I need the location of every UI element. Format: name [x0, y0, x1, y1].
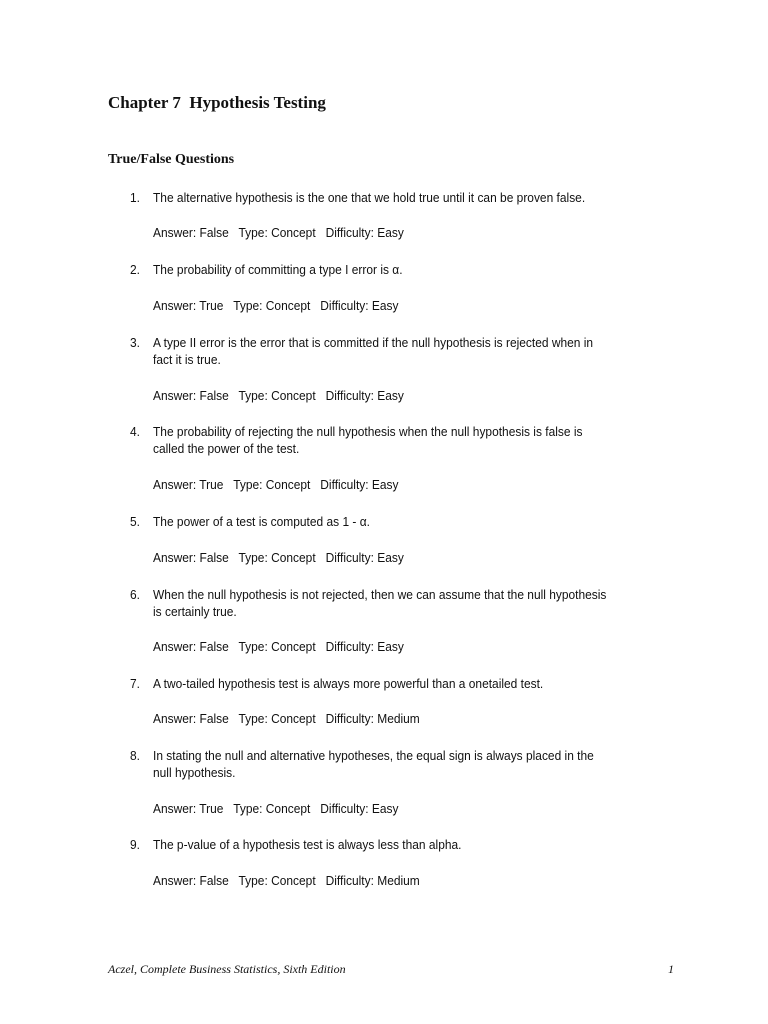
question-text-continued: called the power of the test. — [153, 441, 300, 456]
answer-line: Answer: True Type: Concept Difficulty: Easy — [153, 298, 399, 313]
answer-line: Answer: False Type: Concept Difficulty: Medium — [153, 711, 420, 726]
footer-source: Aczel, Complete Business Statistics, Sixth Edition — [108, 962, 346, 976]
question-number: 9. — [130, 837, 140, 852]
question-text: The probability of rejecting the null hypothesis when the null hypothesis is false is — [153, 424, 583, 439]
question-number: 5. — [130, 514, 140, 529]
question-number: 6. — [130, 587, 140, 602]
question-number: 4. — [130, 424, 140, 439]
answer-line: Answer: True Type: Concept Difficulty: Easy — [153, 477, 399, 492]
question-number: 1. — [130, 190, 140, 205]
question-text: The probability of committing a type I error is α. — [153, 262, 403, 277]
question-number: 8. — [130, 748, 140, 763]
question-number: 2. — [130, 262, 140, 277]
answer-line: Answer: True Type: Concept Difficulty: Easy — [153, 801, 399, 816]
answer-line: Answer: False Type: Concept Difficulty: Medium — [153, 873, 420, 888]
page-number: 1 — [668, 962, 674, 976]
answer-line: Answer: False Type: Concept Difficulty: Easy — [153, 639, 404, 654]
question-number: 7. — [130, 676, 140, 691]
question-number: 3. — [130, 335, 140, 350]
question-text: A two-tailed hypothesis test is always more powerful than a onetailed test. — [153, 676, 544, 691]
question-text: In stating the null and alternative hypotheses, the equal sign is always placed in the — [153, 748, 594, 763]
question-text: When the null hypothesis is not rejected, then we can assume that the null hypothesis — [153, 587, 607, 602]
chapter-title: Chapter 7 Hypothesis Testing — [108, 93, 326, 112]
question-text: The alternative hypothesis is the one that we hold true until it can be proven false. — [153, 190, 586, 205]
answer-line: Answer: False Type: Concept Difficulty: Easy — [153, 225, 404, 240]
answer-line: Answer: False Type: Concept Difficulty: Easy — [153, 550, 404, 565]
question-text-continued: fact it is true. — [153, 352, 221, 367]
question-text: The p-value of a hypothesis test is always less than alpha. — [153, 837, 462, 852]
answer-line: Answer: False Type: Concept Difficulty: Easy — [153, 388, 404, 403]
question-text-continued: null hypothesis. — [153, 765, 236, 780]
question-text: A type II error is the error that is committed if the null hypothesis is rejected when in — [153, 335, 594, 350]
question-text-continued: is certainly true. — [153, 604, 237, 619]
question-text: The power of a test is computed as 1 - α. — [153, 514, 370, 529]
section-heading: True/False Questions — [108, 152, 235, 167]
